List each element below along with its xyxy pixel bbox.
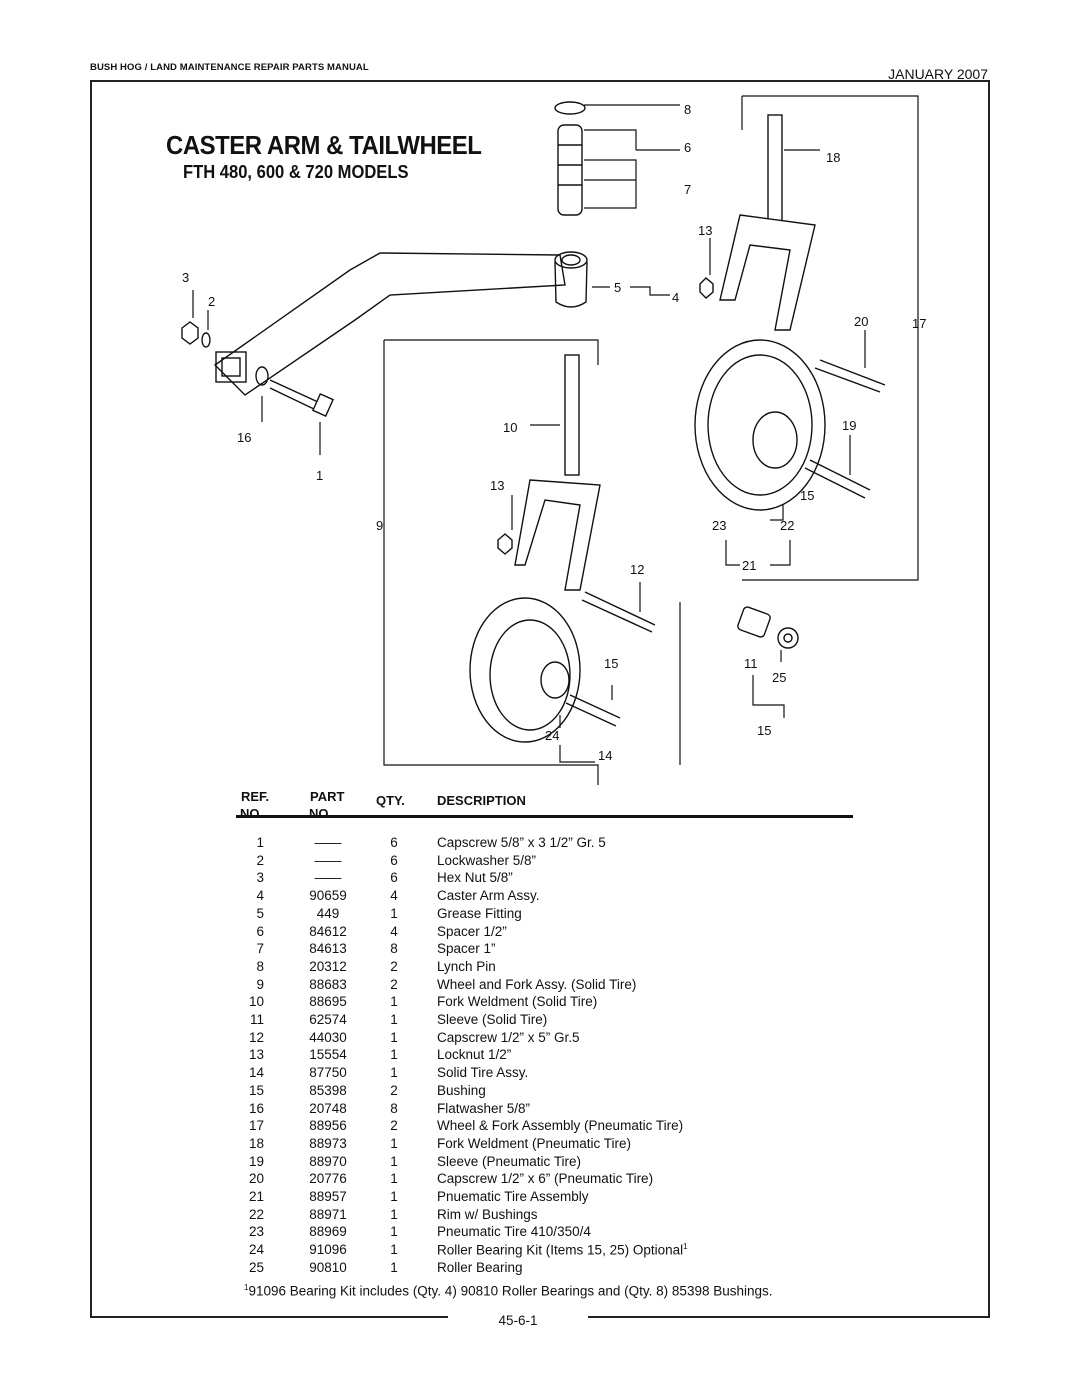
col-header-description: DESCRIPTION [437, 793, 526, 808]
qty-cell: 2 [390, 1082, 398, 1098]
description-cell: Rim w/ Bushings [437, 1206, 538, 1222]
ref-cell: 19 [248, 1153, 264, 1169]
callout-14: 14 [598, 748, 613, 763]
ref-cell: 21 [248, 1189, 264, 1204]
part-no-cell: 44030 [309, 1029, 347, 1045]
part-no-cell: 20748 [309, 1100, 347, 1116]
description-cell: Grease Fitting [437, 905, 522, 921]
part-no-cell: 88973 [309, 1135, 347, 1151]
callout-21: 21 [742, 558, 757, 573]
table-row [0, 941, 1080, 959]
table-row [0, 1189, 1080, 1207]
qty-cell: 1 [390, 1206, 398, 1222]
qty-cell: 6 [390, 835, 398, 850]
table-row [0, 1083, 1080, 1101]
description-cell: Pneumatic Tire 410/350/4 [437, 1224, 591, 1240]
table-row [0, 959, 1080, 977]
qty-cell: 1 [390, 1189, 398, 1204]
ref-cell: 20 [248, 1171, 264, 1187]
bearing-kit-drawing [737, 606, 798, 648]
part-no-cell: —— [314, 870, 342, 886]
ref-cell: 18 [248, 1135, 264, 1151]
part-no-cell: 88695 [309, 994, 347, 1010]
callout-10: 10 [503, 420, 518, 435]
callout-19: 19 [842, 418, 857, 433]
callout-9: 9 [376, 518, 384, 533]
callout-13-solid: 13 [490, 478, 505, 493]
table-row [0, 1136, 1080, 1154]
table-row [0, 853, 1080, 871]
ref-cell: 24 [248, 1242, 264, 1258]
table-row [0, 1118, 1080, 1136]
description-cell: Sleeve (Solid Tire) [437, 1012, 548, 1027]
part-no-cell: 88957 [309, 1189, 347, 1204]
description-cell: Roller Bearing Kit (Items 15, 25) Optional$^1$ [437, 1242, 688, 1258]
qty-cell: 6 [390, 852, 398, 868]
table-row [0, 994, 1080, 1012]
footnote: $^1$91096 Bearing Kit includes (Qty. 4) 90810 Roller Bearings and (Qty. 8) 85398 Bushings. [244, 1283, 773, 1299]
part-no-cell: —— [314, 835, 342, 850]
page-subtitle: FTH 480, 600 & 720 MODELS [183, 162, 409, 182]
caster-arm-drawing [215, 252, 587, 395]
callout-15-pneumatic: 15 [800, 488, 815, 503]
page-title: CASTER ARM & TAILWHEEL [166, 130, 482, 160]
table-row [0, 1101, 1080, 1119]
qty-cell: 1 [390, 1012, 398, 1027]
part-no-cell: 90810 [309, 1259, 347, 1275]
part-no-cell: 85398 [309, 1082, 347, 1098]
qty-cell: 2 [390, 1118, 398, 1134]
table-row [0, 1171, 1080, 1189]
description-cell: Capscrew 1/2” x 5” Gr.5 [437, 1029, 580, 1045]
ref-cell: 9 [256, 976, 264, 992]
qty-cell: 1 [390, 1135, 398, 1151]
ref-cell: 23 [248, 1224, 264, 1240]
qty-cell: 1 [390, 1171, 398, 1187]
part-no-cell: 62574 [309, 1012, 347, 1027]
part-no-cell: 449 [316, 905, 340, 921]
description-cell: Spacer 1” [437, 941, 496, 957]
qty-cell: 8 [390, 1100, 398, 1116]
table-row [0, 1065, 1080, 1083]
part-no-cell: 88683 [309, 976, 347, 992]
qty-cell: 1 [390, 1224, 398, 1240]
ref-cell: 5 [256, 905, 264, 921]
ref-cell: 12 [248, 1029, 264, 1045]
description-cell: Flatwasher 5/8” [437, 1100, 531, 1116]
part-no-cell: 88970 [309, 1153, 347, 1169]
ref-cell: 16 [248, 1100, 264, 1116]
description-cell: Sleeve (Pneumatic Tire) [437, 1153, 582, 1169]
description-cell: Wheel and Fork Assy. (Solid Tire) [437, 976, 637, 992]
qty-cell: 1 [390, 1065, 398, 1081]
ref-cell: 2 [256, 852, 264, 868]
description-cell: Roller Bearing [437, 1259, 523, 1275]
qty-cell: 4 [390, 888, 398, 904]
table-row [0, 1242, 1080, 1260]
table-row [0, 1012, 1080, 1030]
callout-13-pneumatic: 13 [698, 223, 713, 238]
table-row [0, 977, 1080, 995]
callout-4: 4 [672, 290, 680, 305]
qty-cell: 1 [390, 994, 398, 1010]
description-cell: Lynch Pin [437, 958, 496, 974]
callout-3: 3 [182, 270, 190, 285]
ref-cell: 14 [248, 1065, 264, 1081]
callout-18: 18 [826, 150, 841, 165]
description-cell: Lockwasher 5/8” [437, 852, 537, 868]
callout-5: 5 [614, 280, 622, 295]
ref-cell: 25 [248, 1259, 264, 1275]
description-cell: Hex Nut 5/8” [437, 870, 513, 886]
callout-11: 15 [604, 656, 619, 671]
description-cell: Spacer 1/2” [437, 923, 507, 939]
col-header-qty: QTY. [376, 793, 405, 808]
table-row [0, 924, 1080, 942]
page-number: 45-6-1 [498, 1313, 538, 1328]
description-cell: Fork Weldment (Pneumatic Tire) [437, 1135, 632, 1151]
part-no-cell: 90659 [309, 888, 347, 904]
table-row [0, 1030, 1080, 1048]
qty-cell: 1 [390, 1029, 398, 1045]
callout-22: 22 [780, 518, 795, 533]
callout-15-solid: 24 [545, 728, 560, 743]
ref-cell: 7 [256, 941, 264, 957]
col-header-part: PART [310, 789, 345, 804]
callout-20: 20 [854, 314, 869, 329]
table-row [0, 1154, 1080, 1172]
ref-cell: 4 [256, 888, 264, 904]
qty-cell: 1 [390, 1242, 398, 1258]
part-no-cell: 84612 [309, 923, 347, 939]
qty-cell: 1 [390, 905, 398, 921]
qty-cell: 1 [390, 1153, 398, 1169]
qty-cell: 8 [390, 941, 398, 957]
table-row [0, 906, 1080, 924]
part-no-cell: 91096 [309, 1242, 347, 1258]
part-no-cell: 20776 [309, 1171, 347, 1187]
ref-cell: 8 [256, 958, 264, 974]
part-no-cell: 88956 [309, 1118, 347, 1134]
description-cell: Bushing [437, 1082, 486, 1098]
part-no-cell: 88971 [309, 1206, 347, 1222]
description-cell: Capscrew 1/2” x 6” (Pneumatic Tire) [437, 1171, 654, 1187]
callout-2: 2 [208, 294, 216, 309]
col-header-ref-no: NO [240, 806, 260, 821]
callout-25: 11 [744, 656, 758, 671]
table-row [0, 1047, 1080, 1065]
description-cell: Pnuematic Tire Assembly [437, 1189, 589, 1204]
part-no-cell: 87750 [309, 1065, 347, 1081]
table-row [0, 888, 1080, 906]
part-no-cell: 20312 [309, 958, 347, 974]
part-no-cell: 15554 [309, 1047, 347, 1063]
footnote-marker: 1 [683, 1242, 688, 1252]
callout-15-kit: 25 [772, 670, 787, 685]
description-cell: Locknut 1/2” [437, 1047, 512, 1063]
qty-cell: 4 [390, 923, 398, 939]
qty-cell: 6 [390, 870, 398, 886]
callout-8: 8 [684, 102, 692, 117]
manual-title: BUSH HOG / LAND MAINTENANCE REPAIR PARTS MANUAL [90, 62, 369, 73]
qty-cell: 2 [390, 976, 398, 992]
qty-cell: 1 [390, 1259, 398, 1275]
table-row [0, 1224, 1080, 1242]
header-rule [236, 815, 853, 818]
table-row [0, 1207, 1080, 1225]
ref-cell: 17 [248, 1118, 264, 1134]
page-number-box [448, 1311, 588, 1331]
ref-cell: 1 [256, 835, 264, 850]
pneumatic-wheel-drawing [695, 115, 885, 510]
callout-6: 6 [684, 140, 692, 155]
manual-date: JANUARY 2007 [888, 66, 988, 82]
ref-cell: 6 [256, 923, 264, 939]
callout-7: 7 [684, 182, 692, 197]
description-cell: Solid Tire Assy. [437, 1065, 529, 1081]
ref-cell: 3 [256, 870, 264, 886]
ref-cell: 15 [248, 1082, 264, 1098]
callout-12: 12 [630, 562, 645, 577]
ref-cell: 22 [248, 1206, 264, 1222]
callout-1: 1 [316, 468, 324, 483]
solid-wheel-drawing [470, 355, 655, 742]
qty-cell: 2 [390, 958, 398, 974]
col-header-part-no: NO [309, 806, 329, 821]
callout-16: 16 [237, 430, 252, 445]
part-no-cell: 88969 [309, 1224, 347, 1240]
spacer-stack-drawing [555, 102, 585, 215]
description-cell: Caster Arm Assy. [437, 888, 540, 904]
callout-23: 23 [712, 518, 727, 533]
callout-24: 15 [757, 723, 772, 738]
callout-17: 17 [912, 316, 927, 331]
ref-cell: 10 [248, 994, 264, 1010]
ref-cell: 13 [248, 1047, 264, 1063]
description-cell: Fork Weldment (Solid Tire) [437, 994, 598, 1010]
description-cell: Wheel & Fork Assembly (Pneumatic Tire) [437, 1118, 684, 1134]
table-row [0, 870, 1080, 888]
ref-cell: 11 [249, 1012, 264, 1027]
description-cell: Capscrew 5/8” x 3 1/2” Gr. 5 [437, 835, 606, 850]
qty-cell: 1 [390, 1047, 398, 1063]
table-row [0, 1260, 1080, 1278]
table-row [0, 835, 1080, 853]
part-no-cell: 84613 [309, 941, 347, 957]
part-no-cell: —— [314, 852, 342, 868]
col-header-ref: REF. [241, 789, 270, 804]
